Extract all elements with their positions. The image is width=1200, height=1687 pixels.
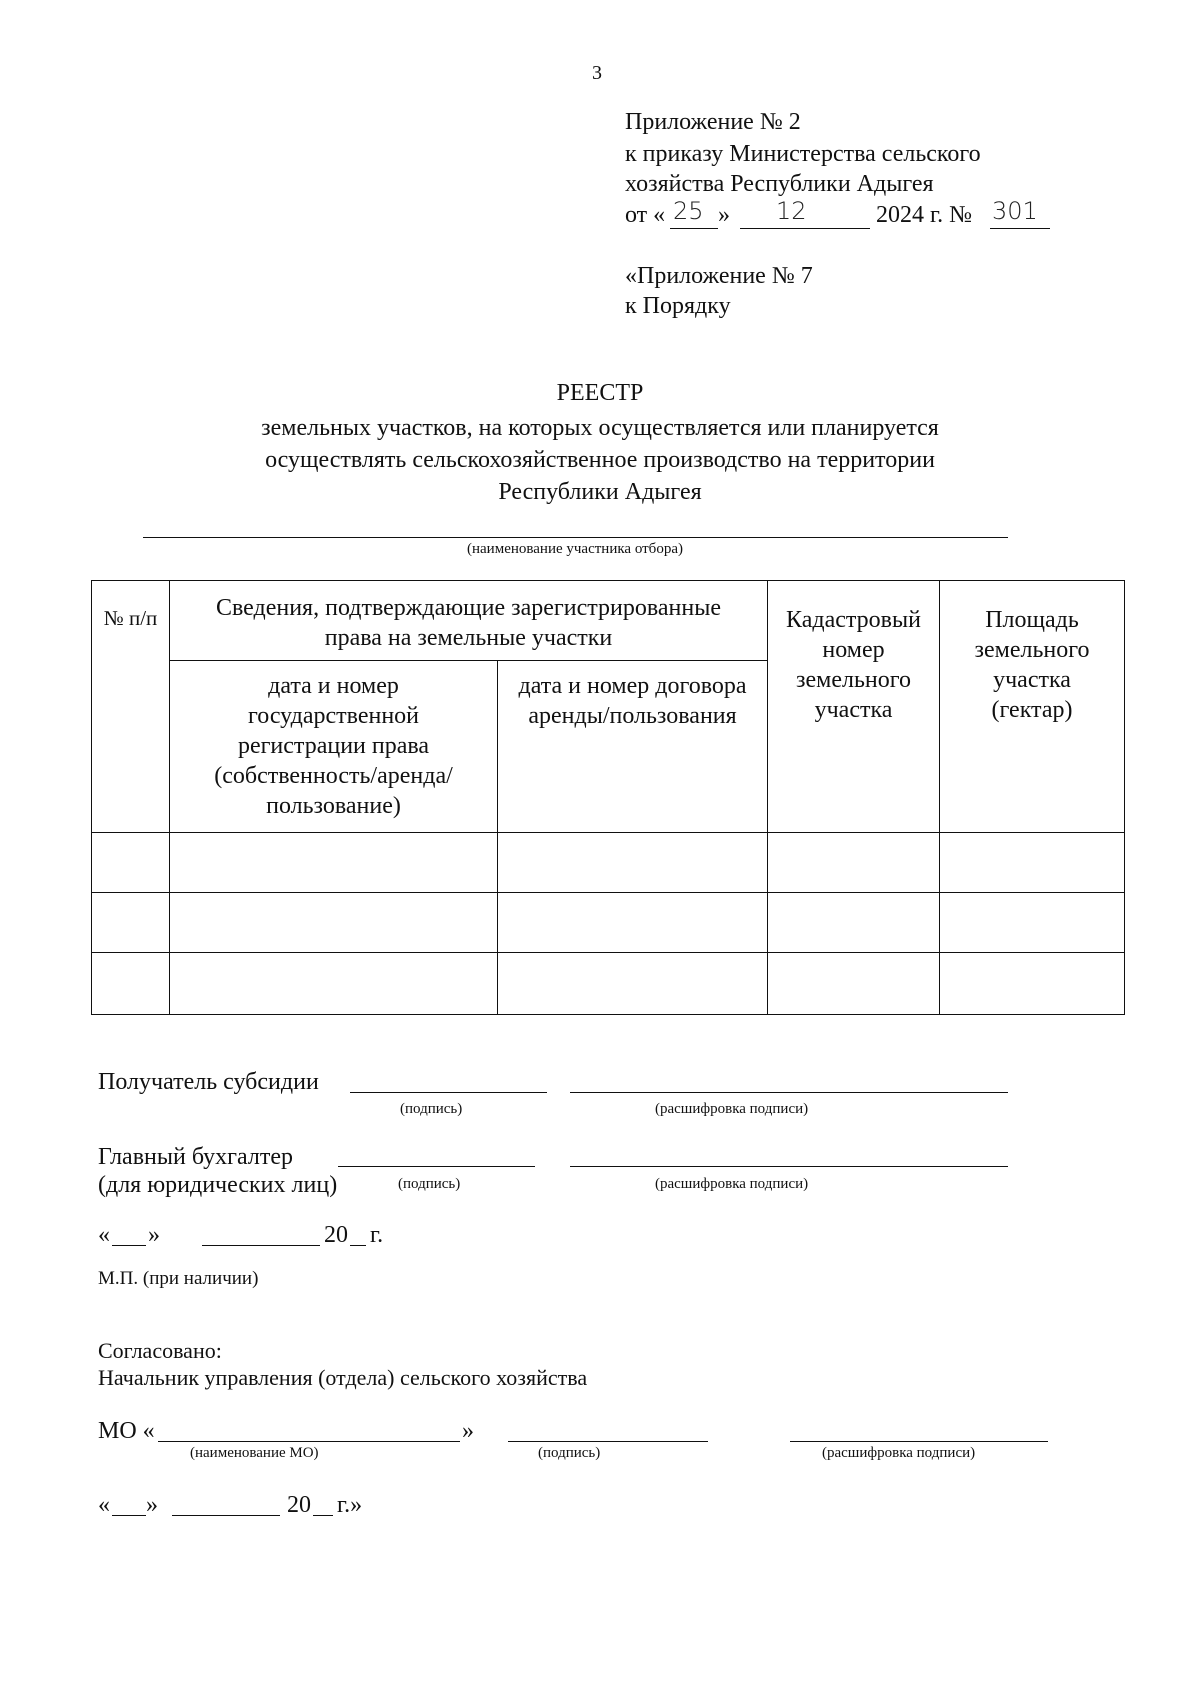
subheader-registration: дата и номер государственной регистрации права (собственность/аренда/ пользование) bbox=[170, 661, 498, 833]
mo-decode-caption: (расшифровка подписи) bbox=[822, 1445, 976, 1461]
page-number: 3 bbox=[592, 62, 602, 84]
header-area: Площадь земельного участка (гектар) bbox=[940, 581, 1125, 833]
mo-decode-line bbox=[790, 1441, 1048, 1442]
mo-signature-line bbox=[508, 1441, 708, 1442]
stamp-label: М.П. (при наличии) bbox=[98, 1268, 259, 1289]
participant-line bbox=[143, 537, 1008, 538]
title-line-2: осуществлять сельскохозяйственное производство на территории bbox=[265, 447, 935, 473]
header-line-2: к приказу Министерства сельского bbox=[625, 141, 981, 167]
agreed-label: Согласовано: bbox=[98, 1338, 222, 1363]
mo-close: » bbox=[462, 1418, 474, 1444]
recipient-signature-line bbox=[350, 1092, 547, 1093]
participant-caption: (наименование участника отбора) bbox=[467, 541, 683, 557]
header-line-3: хозяйства Республики Адыгея bbox=[625, 171, 934, 197]
accountant-label-1: Главный бухгалтер bbox=[98, 1144, 293, 1170]
header-num: № п/п bbox=[92, 581, 170, 833]
document-title: РЕЕСТР bbox=[556, 380, 644, 406]
table-row bbox=[92, 893, 1125, 953]
hand-number: 301 bbox=[992, 197, 1038, 225]
mo-label: МО « bbox=[98, 1418, 155, 1444]
subheader-lease: дата и номер договора аренды/пользования bbox=[498, 661, 768, 833]
header-line-1: Приложение № 2 bbox=[625, 109, 801, 135]
hand-month: 12 bbox=[776, 197, 807, 225]
accountant-signature-line bbox=[338, 1166, 535, 1167]
from-close: » bbox=[718, 202, 730, 228]
accountant-signature-caption: (подпись) bbox=[398, 1176, 461, 1192]
recipient-decode-line bbox=[570, 1092, 1008, 1093]
recipient-label: Получатель субсидии bbox=[98, 1069, 319, 1095]
accountant-decode-line bbox=[570, 1166, 1008, 1167]
title-line-1: земельных участков, на которых осуществляется или планируется bbox=[261, 415, 939, 441]
year-label: 2024 г. № bbox=[876, 202, 973, 228]
header-cadastral: Кадастровый номер земельного участка bbox=[768, 581, 940, 833]
from-label: от « bbox=[625, 202, 666, 228]
mo-signature-caption: (подпись) bbox=[538, 1445, 601, 1461]
agreed-position: Начальник управления (отдела) сельского хозяйства bbox=[98, 1365, 588, 1390]
land-registry-table bbox=[91, 580, 1125, 1015]
mo-name-line bbox=[158, 1441, 460, 1442]
header-rights: Сведения, подтверждающие зарегистрированные права на земельные участки bbox=[170, 581, 768, 661]
recipient-signature-caption: (подпись) bbox=[400, 1101, 463, 1117]
table-row bbox=[92, 953, 1125, 1015]
appendix-line-1: «Приложение № 7 bbox=[625, 263, 813, 289]
hand-day: 25 bbox=[673, 197, 704, 225]
title-line-3: Республики Адыгея bbox=[498, 479, 702, 505]
accountant-label-2: (для юридических лиц) bbox=[98, 1172, 338, 1198]
table-row bbox=[92, 833, 1125, 893]
mo-name-caption: (наименование МО) bbox=[190, 1445, 319, 1461]
recipient-decode-caption: (расшифровка подписи) bbox=[655, 1101, 809, 1117]
accountant-decode-caption: (расшифровка подписи) bbox=[655, 1176, 809, 1192]
appendix-line-2: к Порядку bbox=[625, 293, 731, 319]
